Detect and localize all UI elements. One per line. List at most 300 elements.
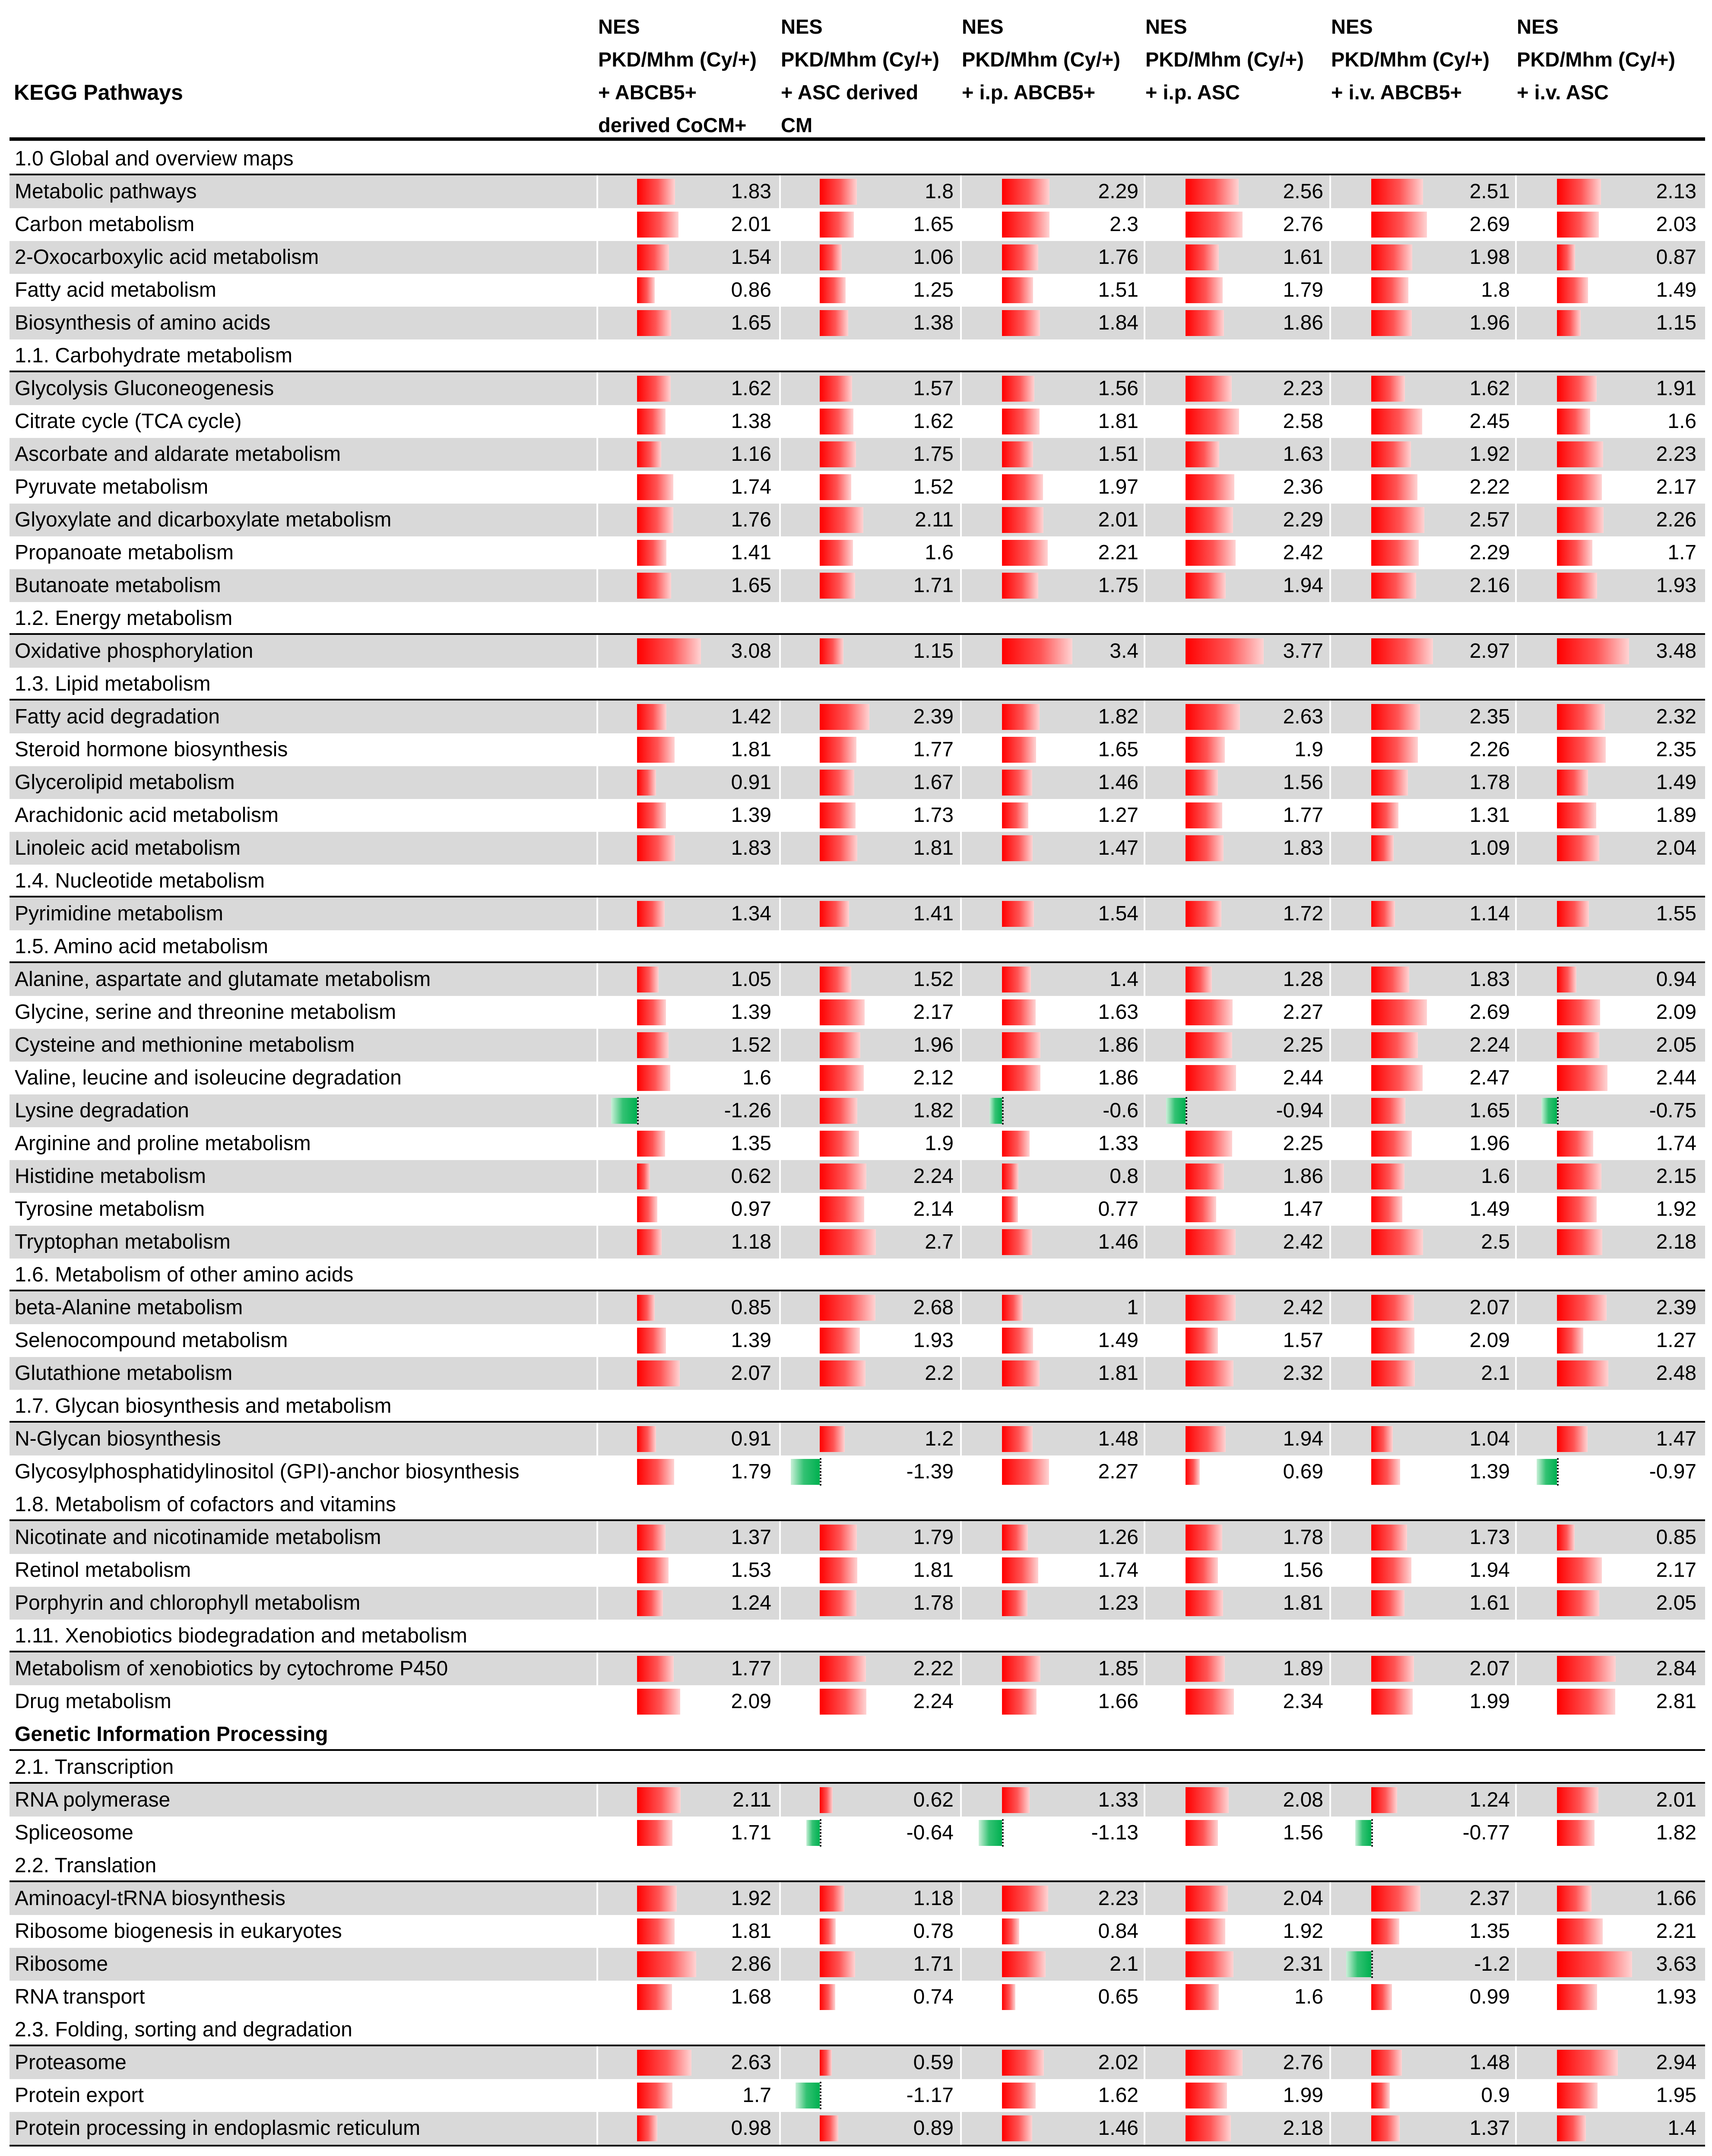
nes-bar — [1371, 1459, 1400, 1485]
row-header-title: KEGG Pathways — [14, 80, 183, 105]
table-row — [10, 241, 1705, 274]
pathway-label: Nicotinate and nicotinamide metabolism — [15, 1526, 381, 1549]
nes-value: 1.09 — [1469, 837, 1510, 859]
nes-value: 2.76 — [1283, 2051, 1323, 2074]
nes-value: 1.92 — [1656, 1198, 1696, 1221]
nes-value: 2.14 — [913, 1198, 954, 1221]
nes-value: 1.28 — [1283, 968, 1323, 991]
nes-bar — [820, 1426, 845, 1452]
column-header-3-line-1: NES — [962, 15, 1004, 38]
nes-value: 1.7 — [742, 2084, 771, 2107]
pathway-label: Cysteine and methionine metabolism — [15, 1034, 355, 1056]
nes-bar — [820, 376, 852, 402]
nes-bar — [1002, 770, 1032, 796]
table-row — [10, 569, 1705, 602]
nes-bar — [1186, 376, 1232, 402]
nes-bar — [1371, 1557, 1411, 1583]
column-separator — [779, 175, 781, 208]
column-separator — [779, 2046, 781, 2079]
nes-value: 0.8 — [1110, 1165, 1138, 1188]
nes-value: 1.15 — [913, 640, 954, 663]
pathway-label: Retinol metabolism — [15, 1559, 191, 1582]
nes-bar — [820, 1918, 836, 1944]
nes-bar — [1557, 1032, 1599, 1058]
nes-bar — [1371, 212, 1427, 238]
nes-bar — [1186, 802, 1222, 828]
column-separator — [1329, 1455, 1331, 1488]
column-header-3-line-2: PKD/Mhm (Cy/+) — [962, 48, 1120, 71]
nes-bar — [1557, 1295, 1607, 1321]
table-row — [10, 2079, 1705, 2112]
column-header-5-line-3: + i.v. ABCB5+ — [1331, 81, 1462, 104]
nes-bar — [820, 802, 856, 828]
column-separator — [1515, 832, 1517, 865]
nes-bar — [1002, 835, 1033, 861]
nes-value: 2.09 — [1656, 1001, 1696, 1024]
column-separator — [1329, 701, 1331, 733]
nes-value: 1.56 — [1283, 1559, 1323, 1582]
column-separator — [596, 307, 598, 339]
column-separator — [779, 1357, 781, 1390]
nes-bar — [1371, 1918, 1399, 1944]
nes-bar — [637, 277, 655, 303]
nes-value: 1.33 — [1098, 1788, 1138, 1811]
section-label: 1.4. Nucleotide metabolism — [15, 869, 265, 892]
pathway-label: Butanoate metabolism — [15, 574, 221, 597]
nes-value: 2.69 — [1469, 213, 1510, 236]
table-row — [10, 701, 1705, 733]
nes-value: 1.2 — [925, 1427, 954, 1450]
section-label: 1.2. Energy metabolism — [15, 607, 233, 630]
nes-bar — [637, 507, 673, 533]
nes-bar — [1557, 1590, 1599, 1616]
column-separator — [779, 1029, 781, 1062]
nes-bar — [1002, 409, 1040, 434]
column-separator — [596, 471, 598, 504]
nes-bar — [820, 1229, 876, 1255]
nes-bar — [637, 1787, 681, 1813]
nes-bar — [1355, 1820, 1371, 1846]
zero-axis-line — [1557, 1458, 1559, 1486]
nes-bar — [791, 1459, 820, 1485]
section-heading-row — [10, 2013, 1705, 2046]
column-separator — [779, 701, 781, 733]
nes-bar — [1557, 1065, 1607, 1091]
nes-value: 1.76 — [1098, 246, 1138, 269]
nes-bar — [1371, 901, 1395, 927]
nes-bar — [1371, 1328, 1414, 1354]
nes-bar — [1002, 1951, 1046, 1977]
nes-value: 2.12 — [913, 1066, 954, 1089]
column-separator — [1144, 1521, 1145, 1554]
nes-value: 3.48 — [1656, 640, 1696, 663]
column-separator — [596, 1915, 598, 1948]
section-label: 1.0 Global and overview maps — [15, 147, 294, 170]
column-separator — [1329, 2112, 1331, 2145]
nes-value: 1.78 — [913, 1592, 954, 1614]
column-separator — [779, 1784, 781, 1817]
column-header-1-line-1: NES — [598, 15, 640, 38]
nes-bar — [637, 376, 671, 402]
nes-value: 1.73 — [1469, 1526, 1510, 1549]
column-header-1-line-2: PKD/Mhm (Cy/+) — [598, 48, 757, 71]
nes-value: 1.86 — [1098, 1066, 1138, 1089]
nes-bar — [1557, 1951, 1632, 1977]
nes-value: 1.52 — [731, 1034, 771, 1056]
nes-value: 1.15 — [1656, 311, 1696, 334]
column-separator — [1515, 2079, 1517, 2112]
column-separator — [596, 799, 598, 832]
column-separator — [596, 241, 598, 274]
column-separator — [596, 635, 598, 668]
nes-value: 2.68 — [913, 1296, 954, 1319]
nes-bar — [1002, 1426, 1033, 1452]
nes-bar — [1186, 1295, 1236, 1321]
nes-value: 1.92 — [1283, 1920, 1323, 1943]
nes-value: 2.1 — [1481, 1362, 1510, 1385]
nes-bar — [1186, 704, 1240, 730]
zero-axis-line — [1002, 1819, 1004, 1847]
nes-value: 2.29 — [1098, 180, 1138, 203]
column-separator — [779, 799, 781, 832]
column-separator — [1144, 1554, 1145, 1587]
column-separator — [1515, 1226, 1517, 1259]
column-separator — [779, 1226, 781, 1259]
pathway-label: Metabolism of xenobiotics by cytochrome P450 — [15, 1657, 448, 1680]
pathway-label: Ascorbate and aldarate metabolism — [15, 443, 341, 466]
nes-value: 1.74 — [731, 476, 771, 498]
section-heading-row — [10, 1259, 1705, 1291]
nes-value: 1.93 — [1656, 574, 1696, 597]
column-separator — [1329, 1127, 1331, 1160]
nes-value: 1.47 — [1283, 1198, 1323, 1221]
column-separator — [1329, 1193, 1331, 1226]
nes-value: 1.4 — [1668, 2117, 1696, 2140]
column-header-1-line-4: derived CoCM+ — [598, 114, 747, 136]
nes-bar — [1371, 1787, 1397, 1813]
nes-value: 1 — [1127, 1296, 1138, 1319]
nes-value: 2.24 — [913, 1690, 954, 1713]
nes-value: 2.69 — [1469, 1001, 1510, 1024]
column-separator — [1515, 1094, 1517, 1127]
nes-bar — [637, 1918, 675, 1944]
pathway-label: Fatty acid metabolism — [15, 279, 216, 301]
nes-value: 1.54 — [731, 246, 771, 269]
nes-bar — [1186, 967, 1212, 992]
column-separator — [1144, 1357, 1145, 1390]
nes-bar — [1371, 1525, 1407, 1550]
nes-value: 1.86 — [1283, 311, 1323, 334]
nes-bar — [1371, 2083, 1390, 2108]
nes-bar — [1371, 244, 1412, 270]
nes-value: 1.71 — [913, 1953, 954, 1975]
nes-value: 0.85 — [731, 1296, 771, 1319]
nes-bar — [1371, 638, 1433, 664]
column-separator — [960, 832, 962, 865]
nes-value: 2.25 — [1283, 1132, 1323, 1155]
column-separator — [1515, 2112, 1517, 2145]
nes-bar — [1557, 1131, 1593, 1157]
nes-value: 1.61 — [1283, 246, 1323, 269]
column-separator — [779, 471, 781, 504]
nes-bar — [1002, 1459, 1049, 1485]
section-label: 2.2. Translation — [15, 1854, 157, 1877]
column-separator — [1329, 1423, 1331, 1455]
nes-value: 2.86 — [731, 1953, 771, 1975]
nes-value: 1.65 — [1469, 1099, 1510, 1122]
nes-value: 2.01 — [1656, 1788, 1696, 1811]
nes-bar — [1557, 540, 1592, 566]
nes-bar — [820, 277, 846, 303]
nes-bar — [820, 179, 857, 205]
table-row — [10, 471, 1705, 504]
nes-value: 1.23 — [1098, 1592, 1138, 1614]
nes-value: 1.92 — [731, 1887, 771, 1910]
table-row — [10, 1291, 1705, 1324]
nes-bar — [637, 1525, 666, 1550]
nes-value: 1.46 — [1098, 2117, 1138, 2140]
nes-bar — [1002, 573, 1038, 599]
nes-value: 1.99 — [1283, 2084, 1323, 2107]
nes-bar — [820, 1098, 857, 1124]
nes-bar — [1186, 999, 1233, 1025]
nes-value: 1.79 — [913, 1526, 954, 1549]
nes-value: 0.69 — [1283, 1460, 1323, 1483]
table-row — [10, 1324, 1705, 1357]
nes-value: 1.42 — [731, 705, 771, 728]
nes-bar — [1002, 1656, 1040, 1682]
nes-bar — [1371, 2115, 1400, 2141]
nes-value: 1.35 — [731, 1132, 771, 1155]
nes-value: 1.72 — [1283, 902, 1323, 925]
nes-bar — [1557, 277, 1588, 303]
nes-value: 0.9 — [1481, 2084, 1510, 2107]
nes-value: 2.29 — [1283, 508, 1323, 531]
nes-value: 1.8 — [925, 180, 954, 203]
column-separator — [960, 241, 962, 274]
nes-bar — [820, 1656, 866, 1682]
nes-value: 1.83 — [1283, 837, 1323, 859]
table-row — [10, 307, 1705, 339]
nes-bar — [637, 737, 675, 763]
column-separator — [596, 1160, 598, 1193]
column-separator — [596, 175, 598, 208]
nes-value: 1.99 — [1469, 1690, 1510, 1713]
nes-value: 2.2 — [925, 1362, 954, 1385]
nes-bar — [1002, 1131, 1030, 1157]
nes-bar — [1186, 310, 1224, 336]
nes-value: 0.94 — [1656, 968, 1696, 991]
nes-bar — [1002, 967, 1031, 992]
column-separator — [596, 1948, 598, 1981]
column-separator — [1515, 438, 1517, 471]
column-separator — [1144, 208, 1145, 241]
nes-value: 2.04 — [1656, 837, 1696, 859]
nes-value: 1.37 — [1469, 2117, 1510, 2140]
table-row — [10, 504, 1705, 536]
nes-value: 2.08 — [1283, 1788, 1323, 1811]
nes-bar — [1557, 1787, 1598, 1813]
table-row — [10, 996, 1705, 1029]
column-header-4-line-2: PKD/Mhm (Cy/+) — [1145, 48, 1304, 71]
nes-value: 1.46 — [1098, 1230, 1138, 1253]
pathway-label: Ribosome biogenesis in eukaryotes — [15, 1920, 342, 1943]
nes-bar — [1557, 737, 1606, 763]
table-row — [10, 1915, 1705, 1948]
nes-value: 2.18 — [1283, 2117, 1323, 2140]
column-separator — [779, 766, 781, 799]
column-separator — [779, 2112, 781, 2145]
nes-bar — [1002, 540, 1048, 566]
nes-bar — [1186, 1164, 1224, 1189]
nes-bar — [1186, 1196, 1216, 1222]
nes-value: 2.17 — [1656, 1559, 1696, 1582]
nes-bar — [1186, 1065, 1236, 1091]
column-separator — [596, 1882, 598, 1915]
column-separator — [779, 536, 781, 569]
nes-bar — [611, 1098, 637, 1124]
column-separator — [1144, 635, 1145, 668]
column-separator — [596, 897, 598, 930]
nes-value: 2.57 — [1469, 508, 1510, 531]
column-separator — [1329, 241, 1331, 274]
nes-value: 1.33 — [1098, 1132, 1138, 1155]
column-separator — [779, 372, 781, 405]
column-separator — [1144, 897, 1145, 930]
nes-value: 1.06 — [913, 246, 954, 269]
table-row — [10, 536, 1705, 569]
nes-value: 1.6 — [925, 541, 954, 564]
nes-value: 1.71 — [913, 574, 954, 597]
table-row — [10, 897, 1705, 930]
nes-bar — [1186, 474, 1234, 500]
column-separator — [779, 1062, 781, 1094]
column-separator — [1515, 1455, 1517, 1488]
column-separator — [779, 1291, 781, 1324]
section-heading-row — [10, 602, 1705, 635]
nes-bar — [1371, 409, 1422, 434]
nes-bar — [1371, 1164, 1404, 1189]
column-separator — [1144, 766, 1145, 799]
column-separator — [779, 1160, 781, 1193]
nes-value: 1.63 — [1098, 1001, 1138, 1024]
column-separator — [596, 832, 598, 865]
nes-value: 2.01 — [731, 213, 771, 236]
nes-bar — [1557, 967, 1576, 992]
column-separator — [1329, 504, 1331, 536]
column-separator — [779, 438, 781, 471]
nes-bar — [637, 1459, 674, 1485]
nes-value: 2.27 — [1283, 1001, 1323, 1024]
column-separator — [960, 1784, 962, 1817]
nes-bar — [1002, 999, 1036, 1025]
table-row — [10, 1226, 1705, 1259]
nes-bar — [637, 310, 671, 336]
column-separator — [1329, 1652, 1331, 1685]
nes-bar — [637, 540, 666, 566]
column-separator — [1515, 1423, 1517, 1455]
nes-value: 1.79 — [1283, 279, 1323, 301]
major-heading-row — [10, 1718, 1705, 1751]
nes-bar — [1557, 212, 1599, 238]
nes-bar — [1371, 1984, 1392, 2010]
table-row — [10, 274, 1705, 307]
nes-bar — [1557, 441, 1603, 467]
pathway-label: Arachidonic acid metabolism — [15, 804, 279, 827]
nes-bar — [1186, 1229, 1236, 1255]
column-separator — [1144, 963, 1145, 996]
nes-bar — [1002, 1525, 1028, 1550]
column-separator — [1144, 1423, 1145, 1455]
nes-value: 3.08 — [731, 640, 771, 663]
nes-bar — [1371, 802, 1398, 828]
nes-bar — [1186, 540, 1236, 566]
nes-bar — [820, 1131, 859, 1157]
pathway-label: Lysine degradation — [15, 1099, 189, 1122]
column-separator — [779, 1554, 781, 1587]
nes-bar — [796, 2083, 820, 2108]
column-separator — [779, 1193, 781, 1226]
column-separator — [1329, 372, 1331, 405]
nes-value: 1.39 — [731, 1001, 771, 1024]
nes-bar — [637, 1557, 669, 1583]
table-row — [10, 1160, 1705, 1193]
table-row — [10, 963, 1705, 996]
nes-value: 0.89 — [913, 2117, 954, 2140]
column-separator — [596, 1521, 598, 1554]
nes-value: 2.42 — [1283, 1296, 1323, 1319]
nes-value: 2.01 — [1098, 508, 1138, 531]
nes-bar — [1002, 1590, 1027, 1616]
nes-value: 2.21 — [1098, 541, 1138, 564]
nes-bar — [820, 1328, 860, 1354]
column-separator — [960, 504, 962, 536]
column-separator — [1329, 1784, 1331, 1817]
nes-value: 2.26 — [1469, 738, 1510, 761]
nes-value: 2.36 — [1283, 476, 1323, 498]
nes-bar — [1371, 507, 1424, 533]
nes-bar — [820, 474, 851, 500]
column-separator — [1144, 1882, 1145, 1915]
nes-bar — [1371, 835, 1394, 861]
column-separator — [960, 1455, 962, 1488]
column-separator — [779, 1817, 781, 1849]
nes-value: 1.83 — [731, 837, 771, 859]
column-separator — [596, 1423, 598, 1455]
nes-value: 1.53 — [731, 1559, 771, 1582]
nes-value: 1.77 — [913, 738, 954, 761]
nes-bar — [1371, 441, 1411, 467]
nes-bar — [637, 1196, 657, 1222]
nes-bar — [1002, 1557, 1038, 1583]
nes-value: 1.81 — [731, 738, 771, 761]
column-separator — [779, 307, 781, 339]
column-separator — [779, 1521, 781, 1554]
nes-bar — [820, 573, 855, 599]
nes-bar — [1557, 1820, 1595, 1846]
pathway-label: beta-Alanine metabolism — [15, 1296, 243, 1319]
section-label: 1.7. Glycan biosynthesis and metabolism — [15, 1395, 392, 1417]
column-header-4-line-1: NES — [1145, 15, 1187, 38]
nes-bar — [637, 244, 669, 270]
column-separator — [779, 208, 781, 241]
nes-bar — [637, 1295, 655, 1321]
pathway-label: Histidine metabolism — [15, 1165, 206, 1188]
pathway-label: Drug metabolism — [15, 1690, 171, 1713]
nes-bar — [1371, 1689, 1413, 1715]
nes-bar — [637, 1984, 672, 2010]
nes-value: 0.74 — [913, 1985, 954, 2008]
